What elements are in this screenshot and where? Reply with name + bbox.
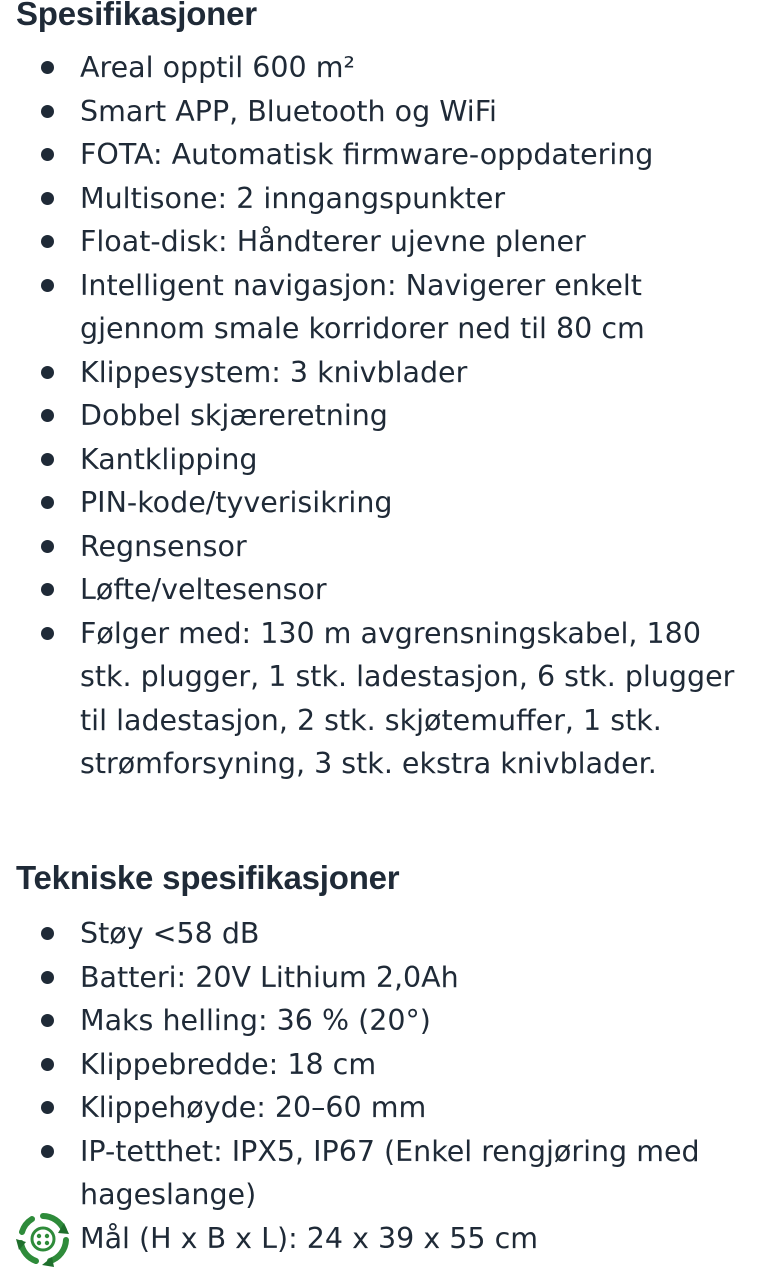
bullet-dot: [41, 927, 54, 940]
list-item-text: PIN-kode/tyverisikring: [80, 486, 393, 519]
list-item: [0, 177, 778, 221]
bullet-dot: [41, 627, 54, 640]
spec-list-specifications: [0, 46, 778, 786]
bullet-dot: [41, 105, 54, 118]
list-item-text: Multisone: 2 inngangspunkter: [80, 181, 506, 215]
list-item: [0, 999, 778, 1043]
bullet-dot: [41, 496, 54, 509]
bullet-dot: [41, 409, 54, 422]
section-title-technical-specifications: Tekniske spesifikasjoner: [16, 859, 400, 896]
recycle-icon[interactable]: [14, 1210, 72, 1268]
list-item-text: Klippehøyde: 20–60 mm: [80, 1091, 427, 1124]
bullet-dot: [41, 148, 54, 161]
list-item-text: Smart APP, Bluetooth og WiFi: [80, 94, 497, 128]
list-item: [0, 351, 778, 395]
list-item: [0, 220, 778, 264]
list-item: [0, 133, 778, 177]
list-item: [0, 612, 778, 786]
list-item: [0, 481, 778, 525]
list-item: [0, 568, 778, 612]
list-item: [0, 90, 778, 134]
bullet-dot: [41, 1058, 54, 1071]
list-item: [0, 912, 778, 956]
bullet-dot: [41, 1014, 54, 1027]
list-item: [0, 394, 778, 438]
list-item-text: Dobbel skjæreretning: [80, 399, 388, 432]
list-item-text: Følger med: 130 m avgrensningskabel, 180 stk. plugger, 1 stk. ladestasjon, 6 stk. plugger til ladestasjon, 2 stk. skjøtemuffer, 1 stk. strømforsyning, 3 stk. ekstra knivblader.: [80, 616, 735, 780]
bullet-dot: [41, 1101, 54, 1114]
bullet-dot: [41, 235, 54, 248]
list-item-text: Klippesystem: 3 knivblader: [80, 355, 468, 389]
list-item-text: Løfte/veltesensor: [80, 573, 327, 606]
list-item: [0, 1217, 778, 1261]
list-item-text: Batteri: 20V Lithium 2,0Ah: [80, 960, 459, 994]
bullet-dot: [41, 279, 54, 292]
list-item-text: Intelligent navigasjon: Navigerer enkelt gjennom smale korridorer ned til 80 cm: [80, 268, 645, 345]
bullet-dot: [41, 61, 54, 74]
bullet-dot: [41, 1145, 54, 1158]
list-item-text: Klippebredde: 18 cm: [80, 1047, 377, 1081]
bullet-dot: [41, 453, 54, 466]
spec-list-technical: [0, 912, 778, 1260]
list-item-text: FOTA: Automatisk firmware-oppdatering: [80, 138, 654, 171]
list-item-text: Regnsensor: [80, 529, 247, 563]
section-title-specifications: Spesifikasjoner: [16, 0, 257, 32]
list-item-text: Areal opptil 600 m²: [80, 51, 355, 84]
list-item-text: Kantklipping: [80, 442, 258, 476]
list-item-text: Mål (H x B x L): 24 x 39 x 55 cm: [80, 1221, 539, 1255]
list-item: [0, 46, 778, 90]
bullet-dot: [41, 192, 54, 205]
bullet-dot: [41, 366, 54, 379]
bullet-dot: [41, 971, 54, 984]
list-item: [0, 1130, 778, 1217]
list-item: [0, 264, 778, 351]
bullet-dot: [41, 583, 54, 596]
list-item: [0, 1086, 778, 1130]
list-item: [0, 525, 778, 569]
list-item: [0, 1043, 778, 1087]
list-item-text: Støy <58 dB: [80, 917, 260, 950]
list-item: [0, 956, 778, 1000]
list-item: [0, 438, 778, 482]
list-item-text: Float-disk: Håndterer ujevne plener: [80, 225, 586, 258]
list-item-text: IP-tetthet: IPX5, IP67 (Enkel rengjøring med hageslange): [80, 1134, 700, 1211]
bullet-dot: [41, 540, 54, 553]
list-item-text: Maks helling: 36 % (20°): [80, 1004, 431, 1037]
